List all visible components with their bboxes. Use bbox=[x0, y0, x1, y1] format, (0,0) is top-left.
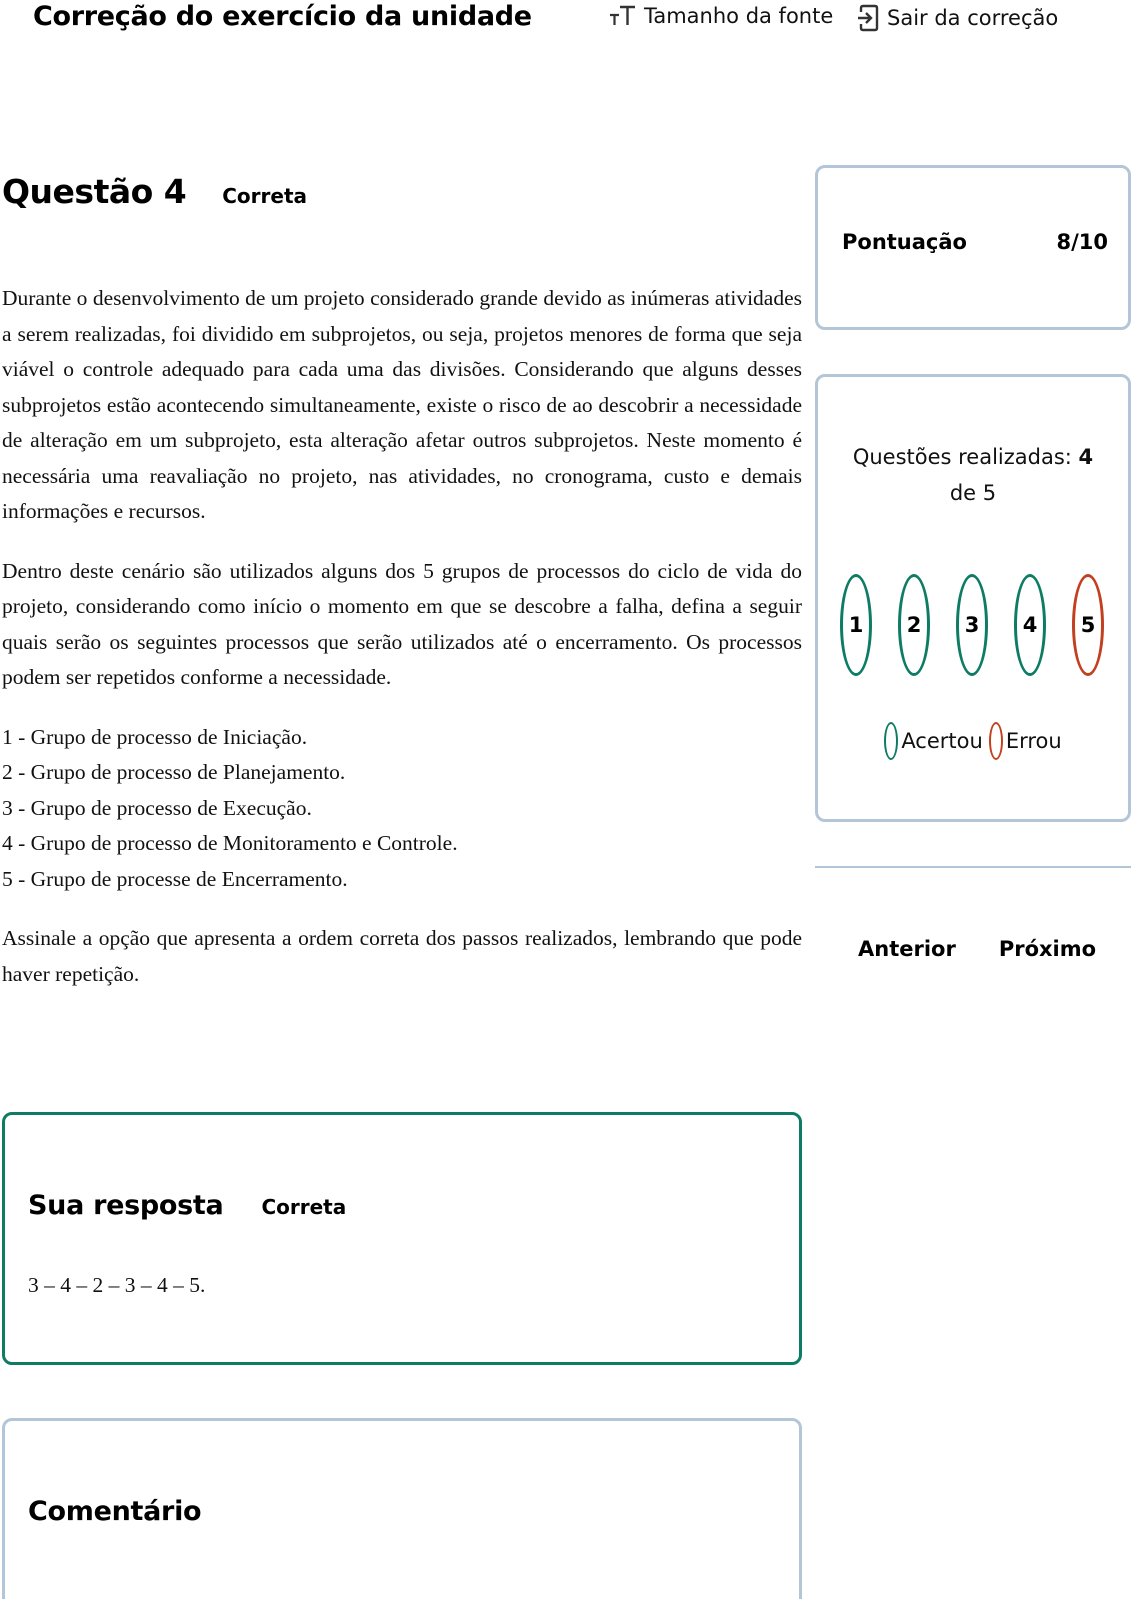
question-body bbox=[2, 281, 802, 992]
question-bubble-4[interactable]: 4 bbox=[1014, 574, 1046, 676]
answer-value: 3 – 4 – 2 – 3 – 4 – 5. bbox=[28, 1273, 206, 1297]
question-title: Questão 4 bbox=[2, 172, 187, 211]
comment-title: Comentário bbox=[28, 1496, 202, 1527]
font-size-button[interactable] bbox=[608, 4, 833, 28]
top-bar bbox=[0, 0, 1131, 40]
list-item: 4 - Grupo de processo de Monitoramento e Controle. bbox=[2, 831, 458, 855]
correct-legend-icon bbox=[884, 722, 898, 760]
answer-title: Sua resposta bbox=[28, 1190, 224, 1221]
legend bbox=[818, 722, 1128, 760]
exit-correction-button[interactable] bbox=[855, 4, 1058, 32]
question-bubble-2[interactable]: 2 bbox=[898, 574, 930, 676]
list-item: 1 - Grupo de processo de Iniciação. bbox=[2, 724, 308, 749]
list-item: 5 - Grupo de processe de Encerramento. bbox=[2, 866, 348, 891]
process-group-list bbox=[2, 720, 802, 898]
wrong-legend-icon bbox=[989, 722, 1003, 760]
exit-icon bbox=[855, 4, 881, 32]
exit-label: Sair da correção bbox=[887, 6, 1059, 30]
question-header bbox=[2, 172, 307, 211]
answer-card bbox=[2, 1112, 802, 1365]
question-bubble-1[interactable]: 1 bbox=[840, 574, 872, 676]
progress-done-count: 4 bbox=[1078, 445, 1094, 469]
answer-status-badge: Correta bbox=[261, 1195, 347, 1219]
previous-button[interactable]: Anterior bbox=[858, 937, 956, 961]
question-instruction: Assinale a opção que apresenta a ordem correta dos passos realizados, lembrando que pode haver repetição. bbox=[2, 926, 802, 986]
font-size-label: Tamanho da fonte bbox=[644, 4, 834, 28]
question-bubble-5[interactable]: 5 bbox=[1072, 574, 1104, 676]
question-bubble-3[interactable]: 3 bbox=[956, 574, 988, 676]
progress-total: de 5 bbox=[949, 481, 997, 505]
question-status-badge: Correta bbox=[222, 184, 308, 208]
wrong-legend-label: Errou bbox=[1005, 729, 1062, 753]
correct-legend-label: Acertou bbox=[901, 729, 983, 753]
progress-prefix: Questões realizadas: bbox=[852, 445, 1079, 469]
score-value: 8/10 bbox=[1056, 230, 1108, 254]
progress-summary bbox=[818, 439, 1128, 511]
question-navigation bbox=[858, 937, 1096, 961]
score-card bbox=[815, 165, 1131, 330]
list-item: 2 - Grupo de processo de Planejamento. bbox=[2, 760, 346, 784]
list-item: 3 - Grupo de processo de Execução. bbox=[2, 795, 312, 820]
comment-card bbox=[2, 1418, 802, 1599]
score-label: Pontuação bbox=[842, 230, 967, 254]
next-button[interactable]: Próximo bbox=[998, 937, 1097, 961]
progress-card bbox=[815, 374, 1131, 822]
page-title: Correção do exercício da unidade bbox=[33, 1, 532, 32]
question-navigator bbox=[840, 574, 1130, 676]
sidebar-divider bbox=[815, 866, 1131, 868]
font-size-icon bbox=[608, 4, 638, 28]
question-paragraph: Durante o desenvolvimento de um projeto considerado grande devido as inúmeras atividades a serem realizadas, foi dividido em subprojetos, ou seja, projetos menores de forma que seja viável o controle adequado para cada uma das divisões. Considerando que alguns desses subprojetos estão acontecendo simultaneamente, existe o risco de ao descobrir a necessidade de alteração em um subprojeto, esta alteração afetar outros subprojetos. Neste momento é necessária uma reavaliação no projeto, nas atividades, no cronograma, custo e demais informações e recursos. bbox=[2, 286, 802, 523]
question-paragraph: Dentro deste cenário são utilizados alguns dos 5 grupos de processos do ciclo de vida do projeto, considerando como início o momento em que se descobre a falha, defina a seguir quais serão os seguintes processos que serão utilizados até o encerramento. Os processos podem ser repetidos conforme a necessidade. bbox=[2, 558, 802, 689]
